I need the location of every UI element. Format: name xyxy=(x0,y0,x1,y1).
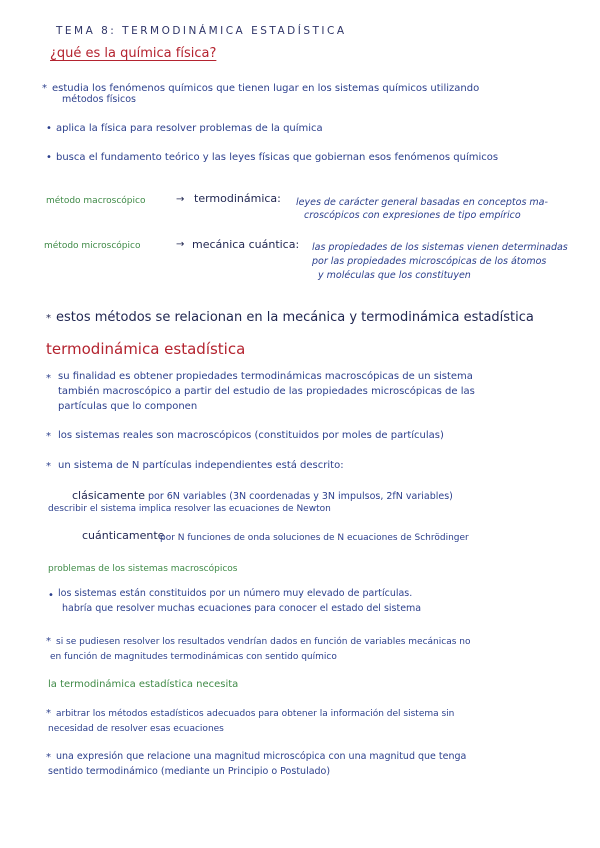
description-term-cuantica: cuánticamente xyxy=(82,529,165,542)
bullet-mark: * xyxy=(46,431,51,442)
description-text: por 6N variables (3N coordenadas y 3N impulsos, 2fN variables) xyxy=(148,491,453,502)
description-term-clasica: clásicamente xyxy=(72,489,145,502)
bullet-mark: • xyxy=(46,123,52,134)
list-item-text: su finalidad es obtener propiedades termodinámicas macroscópicas de un sistema xyxy=(58,371,473,382)
section-heading-quimica-fisica: ¿qué es la química física? xyxy=(50,46,217,61)
list-item-text: necesidad de resolver esas ecuaciones xyxy=(48,724,224,734)
arrow-icon: → xyxy=(176,239,185,250)
relation-statement: estos métodos se relacionan en la mecánica y termodinámica estadística xyxy=(56,310,534,325)
bullet-mark: * xyxy=(46,708,51,719)
list-item-text: estudia los fenómenos químicos que tienen lugar en los sistemas químicos utilizando xyxy=(52,83,480,94)
list-item-text: busca el fundamento teórico y las leyes físicas que gobiernan esos fenómenos químicos xyxy=(56,152,499,163)
description-subtext: describir el sistema implica resolver las ecuaciones de Newton xyxy=(48,504,331,514)
method-term-macro: termodinámica: xyxy=(194,192,281,205)
arrow-icon: → xyxy=(176,194,185,205)
list-item-text: también macroscópico a partir del estudio de las propiedades microscópicas de las xyxy=(58,386,475,397)
method-desc: leyes de carácter general basadas en conceptos ma- xyxy=(296,197,548,208)
bullet-mark: * xyxy=(46,752,51,763)
list-item-text: sentido termodinámico (mediante un Principio o Postulado) xyxy=(48,766,331,777)
bullet-mark: * xyxy=(46,461,51,472)
method-label-micro: método microscópico xyxy=(44,241,141,251)
method-desc: por las propiedades microscópicas de los átomos xyxy=(312,256,547,267)
page-title: TEMA 8: TERMODINÁMICA ESTADÍSTICA xyxy=(56,25,347,37)
method-desc: y moléculas que los constituyen xyxy=(318,270,471,281)
list-item-text: un sistema de N partículas independientes está descrito: xyxy=(58,460,344,471)
list-item-text: si se pudiesen resolver los resultados vendrían dados en función de variables mecánicas no xyxy=(56,637,471,647)
description-text: por N funciones de onda soluciones de N ecuaciones de Schrödinger xyxy=(160,533,469,543)
list-item-text: partículas que lo componen xyxy=(58,401,198,412)
list-item-text: arbitrar los métodos estadísticos adecuados para obtener la información del sistema sin xyxy=(56,709,455,719)
list-item-text: en función de magnitudes termodinámicas con sentido químico xyxy=(50,652,337,662)
list-item-text: métodos físicos xyxy=(62,94,137,105)
bullet-mark: • xyxy=(46,152,52,163)
section-heading-problemas: problemas de los sistemas macroscópicos xyxy=(48,564,238,574)
list-item-text: los sistemas reales son macroscópicos (constituidos por moles de partículas) xyxy=(58,430,444,441)
method-desc: croscópicos con expresiones de tipo empírico xyxy=(304,210,521,221)
bullet-mark: * xyxy=(46,313,51,324)
bullet-mark: * xyxy=(46,636,51,647)
bullet-mark: • xyxy=(48,590,54,601)
bullet-mark: * xyxy=(42,83,47,94)
method-term-micro: mecánica cuántica: xyxy=(192,238,300,251)
list-item-text: habría que resolver muchas ecuaciones para conocer el estado del sistema xyxy=(62,603,422,614)
method-label-macro: método macroscópico xyxy=(46,196,146,206)
method-desc: las propiedades de los sistemas vienen determinadas xyxy=(312,242,568,253)
list-item-text: una expresión que relacione una magnitud microscópica con una magnitud que tenga xyxy=(56,751,467,762)
list-item-text: los sistemas están constituidos por un número muy elevado de partículas. xyxy=(58,588,413,599)
bullet-mark: * xyxy=(46,373,51,384)
section-heading-termodinamica-estadistica: termodinámica estadística xyxy=(46,340,246,358)
list-item-text: aplica la física para resolver problemas de la química xyxy=(56,123,323,134)
section-heading-necesita: la termodinámica estadística necesita xyxy=(48,679,239,690)
